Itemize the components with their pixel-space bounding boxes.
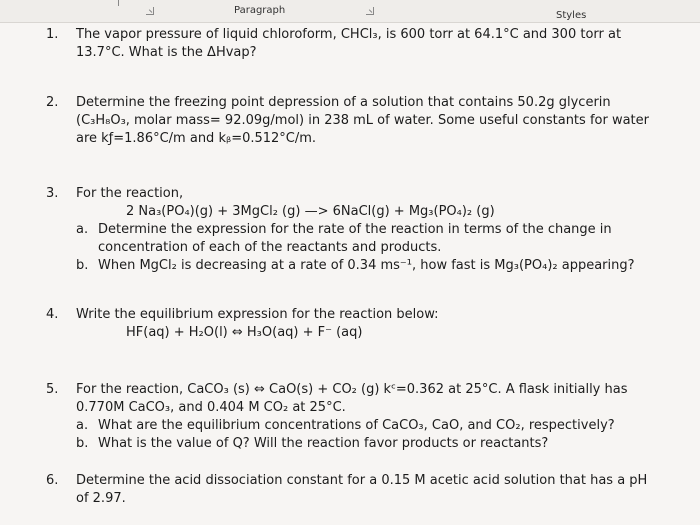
sub-line: concentration of each of the reactants and products. (98, 240, 442, 255)
question-line: (C₃H₈O₃, molar mass= 92.09g/mol) in 238 mL of water. Some useful constants for water (76, 113, 649, 128)
question-number: 5. (46, 382, 59, 397)
question-4 (0, 306, 690, 342)
reaction-equation: HF(aq) + H₂O(l) ⇔ H₃O(aq) + F⁻ (aq) (126, 325, 363, 340)
sub-question-a (76, 221, 666, 257)
styles-group-label: Styles (556, 10, 587, 21)
question-5 (0, 381, 690, 453)
question-line: For the reaction, (76, 186, 184, 201)
question-number: 3. (46, 186, 59, 201)
sub-line: Determine the expression for the rate of the reaction in terms of the change in (98, 222, 612, 237)
question-2 (0, 94, 690, 148)
question-3 (0, 185, 690, 275)
question-line: For the reaction, CaCO₃ (s) ⇔ CaO(s) + CO₂ (g) kᶜ=0.362 at 25°C. A flask initially has (76, 382, 628, 397)
question-number: 1. (46, 27, 59, 42)
sub-question-b (76, 435, 666, 453)
question-1 (0, 26, 690, 62)
sub-label: b. (76, 436, 89, 451)
question-line: 13.7°C. What is the ΔHvap? (76, 45, 257, 60)
sub-line: What is the value of Q? Will the reaction favor products or reactants? (98, 436, 549, 451)
question-line: are kƒ=1.86°C/m and kᵦ=0.512°C/m. (76, 131, 317, 146)
dialog-launcher-icon[interactable] (366, 7, 374, 15)
question-6 (0, 472, 690, 508)
question-number: 6. (46, 473, 59, 488)
reaction-equation: 2 Na₃(PO₄)(g) + 3MgCl₂ (g) —> 6NaCl(g) + Mg₃(PO₄)₂ (g) (126, 204, 495, 219)
sub-label: a. (76, 222, 89, 237)
sub-line: When MgCl₂ is decreasing at a rate of 0.34 ms⁻¹, how fast is Mg₃(PO₄)₂ appearing? (98, 258, 635, 273)
question-number: 4. (46, 307, 59, 322)
question-line: of 2.97. (76, 491, 126, 506)
sub-question-b (76, 257, 666, 275)
sub-label: b. (76, 258, 89, 273)
dialog-launcher-icon[interactable] (146, 7, 154, 15)
ribbon-divider (118, 0, 119, 6)
question-line: Write the equilibrium expression for the reaction below: (76, 307, 439, 322)
sub-line: What are the equilibrium concentrations of CaCO₃, CaO, and CO₂, respectively? (98, 418, 615, 433)
question-line: 0.770M CaCO₃, and 0.404 M CO₂ at 25°C. (76, 400, 346, 415)
sub-label: a. (76, 418, 89, 433)
question-line: The vapor pressure of liquid chloroform, CHCl₃, is 600 torr at 64.1°C and 300 torr at (76, 27, 622, 42)
question-line: Determine the freezing point depression of a solution that contains 50.2g glycerin (76, 95, 611, 110)
question-line: Determine the acid dissociation constant for a 0.15 M acetic acid solution that has a pH (76, 473, 648, 488)
paragraph-group-label: Paragraph (234, 5, 286, 16)
ribbon-bar (0, 0, 700, 23)
question-number: 2. (46, 95, 59, 110)
sub-question-a (76, 417, 666, 435)
